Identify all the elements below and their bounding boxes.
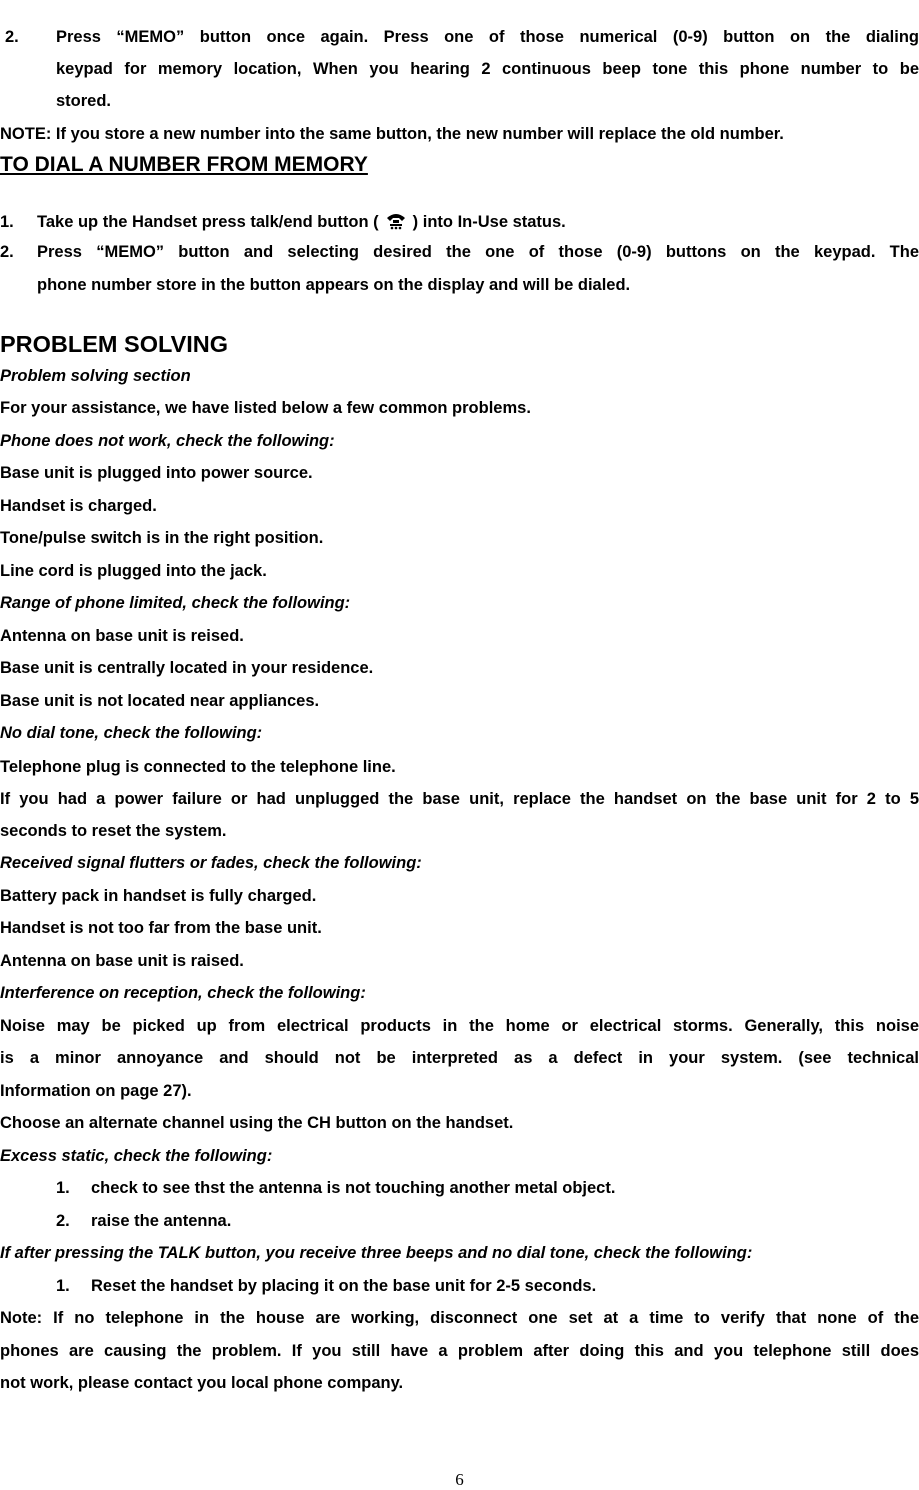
list-number: 2. bbox=[0, 243, 14, 261]
item-text: check to see thst the antenna is not touching another metal object. bbox=[91, 1179, 616, 1197]
section-title: No dial tone, check the following: bbox=[0, 724, 263, 742]
list-item: Base unit is not located near appliances. bbox=[0, 692, 320, 710]
paragraph-line: is a minor annoyance and should not be interpreted as a defect in your system. (see technical bbox=[0, 1049, 919, 1067]
list-item: Telephone plug is connected to the telephone line. bbox=[0, 758, 396, 776]
phone-icon bbox=[385, 211, 407, 237]
numbered-item bbox=[0, 1177, 919, 1199]
list-item: Tone/pulse switch is in the right position. bbox=[0, 529, 324, 547]
dial-step2-line2: phone number store in the button appears on the display and will be dialed. bbox=[37, 276, 631, 294]
page-number: 6 bbox=[455, 1470, 464, 1489]
item-text: raise the antenna. bbox=[91, 1212, 232, 1230]
section-title: Phone does not work, check the following: bbox=[0, 432, 335, 450]
problem-subheading: Problem solving section bbox=[0, 367, 191, 385]
step1-text-after: ) into In-Use status. bbox=[412, 213, 566, 231]
step1-text-before: Take up the Handset press talk/end button ( bbox=[37, 213, 379, 231]
list-item: Antenna on base unit is raised. bbox=[0, 952, 244, 970]
numbered-item bbox=[0, 1210, 919, 1232]
section-title: Interference on reception, check the following: bbox=[0, 984, 366, 1002]
problem-intro: For your assistance, we have listed below a few common problems. bbox=[0, 399, 531, 417]
paragraph-line: Information on page 27). bbox=[0, 1082, 192, 1100]
list-item-continued: seconds to reset the system. bbox=[0, 822, 227, 840]
list-item: Battery pack in handset is fully charged. bbox=[0, 887, 317, 905]
problem-heading: PROBLEM SOLVING bbox=[0, 331, 229, 357]
note-replace: NOTE: If you store a new number into the same button, the new number will replace the old number. bbox=[0, 125, 784, 143]
list-item: Base unit is plugged into power source. bbox=[0, 464, 313, 482]
paragraph-text: Press “MEMO” button and selecting desired the one of those (0-9) buttons on the keypad. The bbox=[37, 243, 919, 261]
paragraph-line: Noise may be picked up from electrical products in the home or electrical storms. Generally, this noise bbox=[0, 1017, 919, 1035]
paragraph-text: Press “MEMO” button once again. Press one of those numerical (0-9) button on the dialing bbox=[56, 28, 919, 46]
memo-step2-line3: stored. bbox=[56, 92, 112, 110]
list-item: Line cord is plugged into the jack. bbox=[0, 562, 267, 580]
list-number: 1. bbox=[56, 1179, 70, 1197]
section-title: If after pressing the TALK button, you receive three beeps and no dial tone, check the following: bbox=[0, 1244, 753, 1262]
memo-step2-line2: keypad for memory location, When you hearing 2 continuous beep tone this phone number to be bbox=[56, 60, 919, 78]
list-number: 1. bbox=[0, 213, 14, 231]
note-line: phones are causing the problem. If you still have a problem after doing this and you telephone still does bbox=[0, 1342, 919, 1360]
section-title: Excess static, check the following: bbox=[0, 1147, 273, 1165]
list-number: 2. bbox=[56, 1212, 70, 1230]
list-item: Antenna on base unit is reised. bbox=[0, 627, 244, 645]
list-number: 2. bbox=[5, 28, 19, 46]
paragraph-line: Choose an alternate channel using the CH button on the handset. bbox=[0, 1114, 514, 1132]
list-item: Handset is not too far from the base unit. bbox=[0, 919, 322, 937]
list-item: Handset is charged. bbox=[0, 497, 157, 515]
list-item: Base unit is centrally located in your residence. bbox=[0, 659, 374, 677]
note-line: not work, please contact you local phone company. bbox=[0, 1374, 404, 1392]
list-number: 1. bbox=[56, 1277, 70, 1295]
dial-step1 bbox=[0, 211, 919, 237]
numbered-item bbox=[0, 1275, 919, 1297]
dial-step2-line1 bbox=[0, 241, 919, 263]
dial-heading: TO DIAL A NUMBER FROM MEMORY bbox=[0, 153, 368, 176]
section-title: Received signal flutters or fades, check the following: bbox=[0, 854, 422, 872]
memo-step2-line1 bbox=[0, 26, 919, 48]
section-title: Range of phone limited, check the following: bbox=[0, 594, 351, 612]
item-text: Reset the handset by placing it on the base unit for 2-5 seconds. bbox=[91, 1277, 597, 1295]
note-line: Note: If no telephone in the house are working, disconnect one set at a time to verify that none of the bbox=[0, 1309, 919, 1327]
list-item: If you had a power failure or had unplugged the base unit, replace the handset on the base unit for 2 to 5 bbox=[0, 790, 919, 808]
